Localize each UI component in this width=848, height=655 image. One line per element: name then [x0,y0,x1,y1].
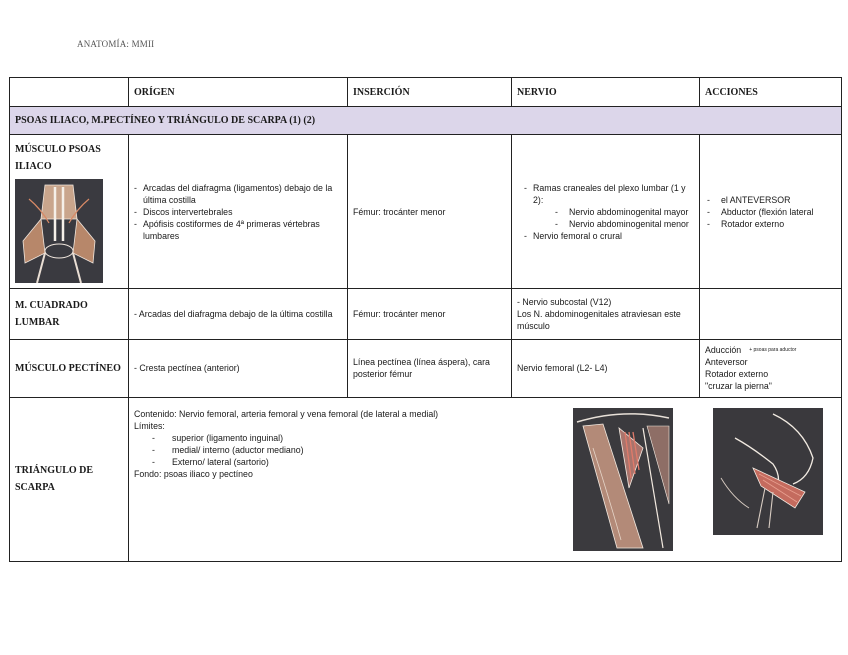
scarpa-fondo: Fondo: psoas iliaco y pectíneo [134,468,253,479]
psoas-origen [129,135,348,289]
row-label-psoas [10,135,129,289]
psoas-nervio-list [524,182,694,242]
pectineo-acciones [700,339,842,397]
table-row-pectineo [10,339,842,397]
col-header-acciones: ACCIONES [700,78,842,107]
list-item: - Arcadas del diafragma (ligamentos) debajo de la última costilla [134,182,342,206]
acciones-rotador: Rotador externo [705,369,769,380]
list-item: - Abductor (flexión lateral [707,206,836,218]
scarpa-limites-list [134,432,438,468]
list-item: - superior (ligamento inguinal) [152,432,438,444]
list-item: - Rotador externo [707,218,836,230]
document-header: ANATOMÍA: MMII [77,39,155,49]
acciones-anteversor: Anteversor [705,357,748,368]
acciones-note: + psoas para aductor [749,347,797,354]
list-item: - Discos intervertebrales [134,206,342,218]
list-item: - Nervio femoral o crural [524,230,694,242]
section-row [10,107,842,135]
acciones-aduccion: Aducción [705,344,742,355]
psoas-nervio [512,135,700,289]
acciones-aduccion-line [705,344,836,357]
row-label-scarpa: TRIÁNGULO DE SCARPA [10,397,129,561]
psoas-illustration [15,179,103,283]
scarpa-text-block [134,408,438,480]
nervio-ramas: Ramas craneales del plexo lumbar (1 y 2): [533,182,686,205]
psoas-acciones [700,135,842,289]
list-item: - Nervio abdominogenital mayor [555,206,694,218]
pectineo-insercion: Línea pectínea (línea áspera), cara posterior fémur [348,339,512,397]
psoas-insercion: Fémur: trocánter menor [348,135,512,289]
row-label-cuadrado: M. CUADRADO LUMBAR [10,289,129,339]
psoas-label-text: MÚSCULO PSOAS ILIACO [15,144,101,173]
row-label-pectineo: MÚSCULO PECTÍNEO [10,339,129,397]
nervio-sublist [533,206,694,230]
table-header-row [10,78,842,107]
scarpa-content-cell [129,397,842,561]
scarpa-contenido: Contenido: Nervio femoral, arteria femoral y vena femoral (de lateral a medial) [134,408,439,419]
cuadrado-origen: - Arcadas del diafragma debajo de la última costilla [129,289,348,339]
acciones-cruzar: "cruzar la pierna" [705,381,772,392]
scarpa-thigh-illustration [573,408,673,551]
table-row-cuadrado [10,289,842,339]
section-title: PSOAS ILIACO, M.PECTÍNEO Y TRIÁNGULO DE SCARPA (1) (2) [10,107,842,135]
col-header-insercion: INSERCIÓN [348,78,512,107]
table-row-psoas [10,135,842,289]
list-item: - Nervio abdominogenital menor [555,218,694,230]
list-item: - medial/ interno (aductor mediano) [152,444,438,456]
cuadrado-acciones [700,289,842,339]
col-header-blank [10,78,129,107]
scarpa-pelvis-illustration [713,408,823,535]
list-item [524,182,694,230]
list-item: - Apófisis costiformes de 4ª primeras vértebras lumbares [134,218,342,242]
list-item: - el ANTEVERSOR [707,194,836,206]
pectineo-nervio: Nervio femoral (L2- L4) [512,339,700,397]
psoas-acciones-list [705,194,836,230]
cuadrado-nervio-line1: - Nervio subcostal (V12) [517,296,612,307]
table-row-scarpa [10,397,842,561]
pectineo-origen: - Cresta pectínea (anterior) [129,339,348,397]
col-header-origen: ORÍGEN [129,78,348,107]
scarpa-limites-title: Límites: [134,420,165,431]
cuadrado-insercion: Fémur: trocánter menor [348,289,512,339]
anatomy-table [9,77,842,562]
col-header-nervio: NERVIO [512,78,700,107]
cuadrado-nervio [512,289,700,339]
cuadrado-nervio-line2: Los N. abdominogenitales atraviesan este músculo [517,308,681,331]
psoas-origen-list [134,182,342,242]
list-item: - Externo/ lateral (sartorio) [152,456,438,468]
